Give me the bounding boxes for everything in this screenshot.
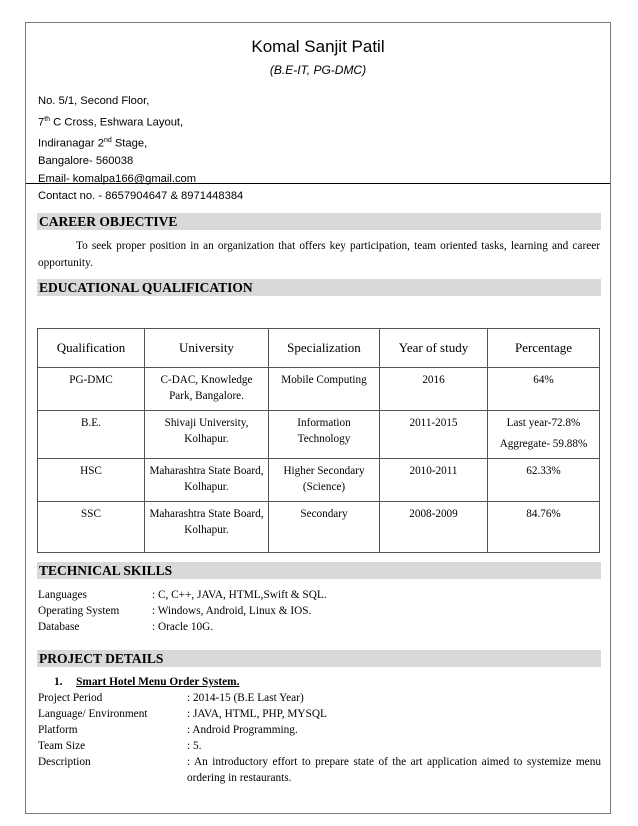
table-cell: Mobile Computing	[269, 368, 380, 411]
project-title-text: Smart Hotel Menu Order System.	[76, 676, 240, 688]
project-label: Language/ Environment	[38, 708, 148, 720]
contact-line: Contact no. - 8657904647 & 8971448384	[38, 190, 244, 203]
col-university: University	[145, 329, 269, 368]
be-last-year: Last year-72.8%	[506, 417, 581, 429]
candidate-degree: (B.E-IT, PG-DMC)	[269, 63, 367, 77]
table-cell: 2011-2015	[380, 411, 488, 459]
project-label: Team Size	[38, 740, 86, 752]
table-cell: 62.33%	[488, 459, 600, 502]
table-cell: Secondary	[269, 502, 380, 553]
skill-label: Operating System	[38, 605, 120, 617]
address-line: No. 5/1, Second Floor,	[38, 95, 150, 107]
address-block	[38, 93, 243, 206]
project-number: 1.	[54, 676, 63, 688]
table-row	[38, 502, 600, 553]
table-row	[38, 368, 600, 411]
project-labels	[38, 690, 147, 770]
project-value: : 5.	[187, 740, 202, 752]
table-cell: Maharashtra State Board, Kolhapur.	[145, 502, 269, 553]
table-row	[38, 411, 600, 459]
table-cell: Higher Secondary (Science)	[269, 459, 380, 502]
col-year: Year of study	[380, 329, 488, 368]
section-heading-education: EDUCATIONAL QUALIFICATION	[37, 279, 601, 296]
skill-label: Languages	[38, 589, 87, 601]
table-row	[38, 459, 600, 502]
career-objective-text: To seek proper position in an organization that offers key participation, team oriented tasks, learning and career opportunity.	[38, 240, 600, 269]
skills-labels	[38, 587, 119, 635]
skill-value: : Oracle 10G.	[152, 621, 214, 633]
be-aggregate: Aggregate- 59.88%	[499, 438, 588, 450]
table-cell: SSC	[38, 502, 145, 553]
table-cell: Maharashtra State Board, Kolhapur.	[145, 459, 269, 502]
address-line: 7th C Cross, Eshwara Layout,	[38, 115, 184, 129]
project-title	[54, 676, 239, 688]
project-values	[187, 690, 601, 786]
table-cell: Information Technology	[269, 411, 380, 459]
email-line: Email- komalpa166@gmail.com	[38, 172, 197, 185]
qualification-table	[37, 328, 600, 553]
col-specialization: Specialization	[269, 329, 380, 368]
table-cell: C-DAC, Knowledge Park, Bangalore.	[145, 368, 269, 411]
project-label: Description	[38, 756, 91, 768]
table-cell: PG-DMC	[38, 368, 145, 411]
address-line: Indiranagar 2nd Stage,	[38, 136, 148, 150]
table-cell: 84.76%	[488, 502, 600, 553]
table-cell: Shivaji University, Kolhapur.	[145, 411, 269, 459]
project-value: : 2014-15 (B.E Last Year)	[187, 692, 304, 704]
skill-value: : Windows, Android, Linux & IOS.	[152, 605, 312, 617]
table-cell: B.E.	[38, 411, 145, 459]
project-label: Project Period	[38, 692, 103, 704]
table-cell: 64%	[488, 368, 600, 411]
project-value: : JAVA, HTML, PHP, MYSQL	[187, 708, 327, 720]
table-cell: HSC	[38, 459, 145, 502]
table-cell: 2016	[380, 368, 488, 411]
project-value: : Android Programming.	[187, 724, 298, 736]
section-heading-career: CAREER OBJECTIVE	[37, 213, 601, 230]
table-header-row	[38, 329, 600, 368]
table-cell: 2010-2011	[380, 459, 488, 502]
resume-page	[25, 22, 611, 814]
project-description: : An introductory effort to prepare state of the art application aimed to systemize menu ordering in restaurants.	[187, 756, 601, 784]
skill-label: Database	[38, 621, 80, 633]
col-percentage: Percentage	[488, 329, 600, 368]
address-line: Bangalore- 560038	[38, 155, 134, 168]
header-divider	[26, 183, 610, 184]
section-heading-skills: TECHNICAL SKILLS	[37, 562, 601, 579]
table-cell	[488, 411, 600, 459]
skill-value: : C, C++, JAVA, HTML,Swift & SQL.	[152, 589, 327, 601]
skills-values	[152, 587, 327, 635]
candidate-name: Komal Sanjit Patil	[251, 37, 385, 56]
col-qualification: Qualification	[38, 329, 145, 368]
table-cell: 2008-2009	[380, 502, 488, 553]
project-label: Platform	[38, 724, 78, 736]
section-heading-projects: PROJECT DETAILS	[37, 650, 601, 667]
